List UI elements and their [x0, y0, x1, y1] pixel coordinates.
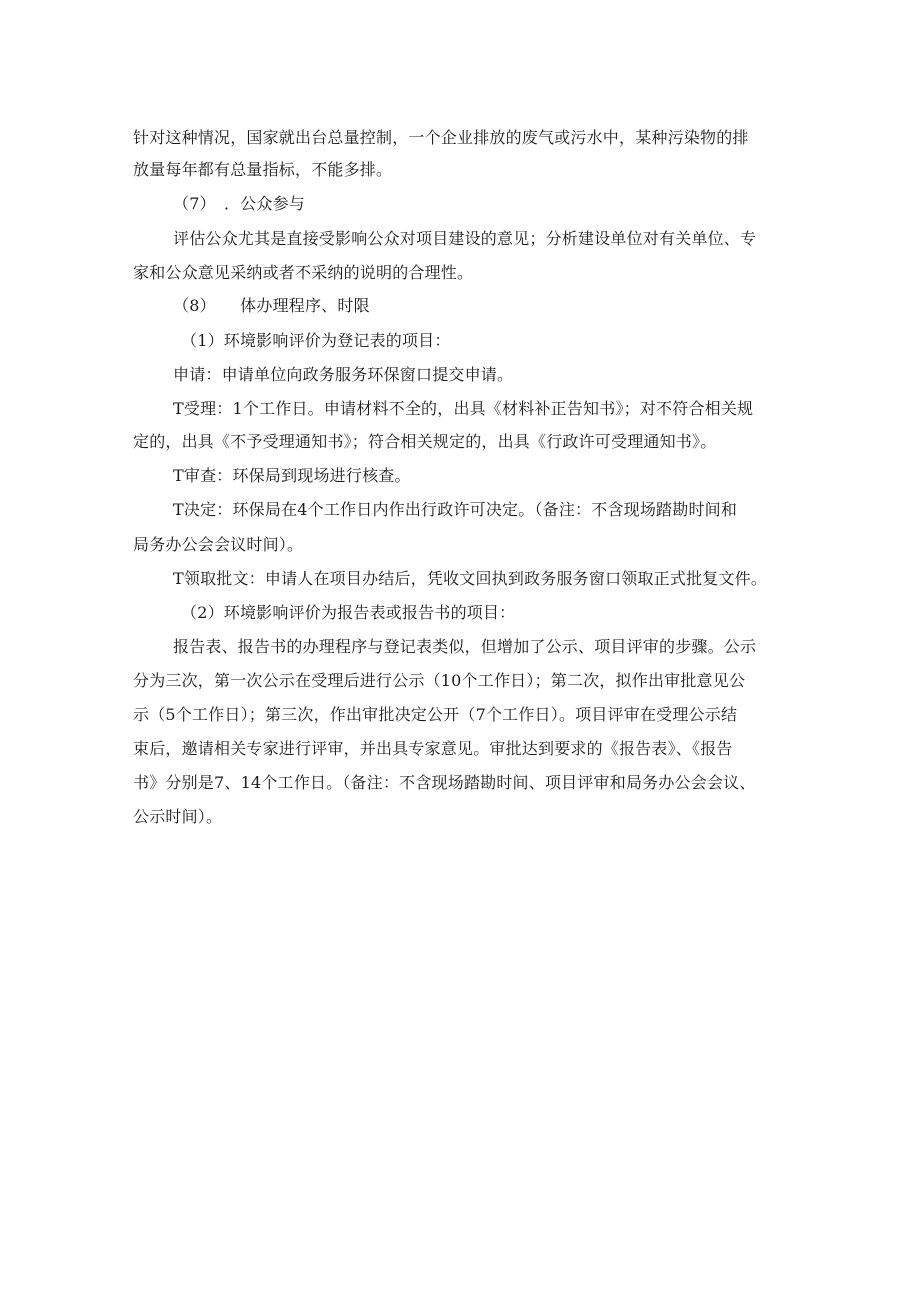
paragraph-line: 申请：申请单位向政务服务环保窗口提交申请。: [173, 365, 514, 384]
paragraph-line: 公示时间）。: [133, 807, 223, 826]
subsection-heading-2: （2）环境影响评价为报告表或报告书的项目：: [181, 603, 516, 622]
subsection-heading-1: （1）环境影响评价为登记表的项目：: [181, 331, 451, 350]
paragraph-line: 家和公众意见采纳或者不采纳的说明的合理性。: [133, 263, 474, 282]
paragraph-line: 定的，出具《不予受理通知书》；符合相关规定的，出具《行政许可受理通知书》。: [133, 432, 717, 451]
paragraph-line: T领取批文：申请人在项目办结后，凭收文回执到政务服务窗口领取正式批复文件。: [173, 569, 768, 588]
section-heading-8: （8） 体办理程序、时限: [173, 296, 370, 315]
paragraph-line: 书》分别是7、14个工作日。（备注：不含现场踏勘时间、项目评审和局务办公会会议、: [133, 773, 756, 792]
paragraph-line: 评估公众尤其是直接受影响公众对项目建设的意见；分析建设单位对有关单位、专: [173, 229, 757, 248]
paragraph-line: T决定：环保局在4个工作日内作出行政许可决定。（备注：不含现场踏勘时间和: [173, 500, 738, 519]
paragraph-line: T受理：1个工作日。申请材料不全的，出具《材料补正告知书》；对不符合相关规: [173, 399, 754, 418]
section-heading-7: （7） ．公众参与: [173, 194, 305, 213]
paragraph-line: 分为三次，第一次公示在受理后进行公示（10个工作日）；第二次，拟作出审批意见公: [133, 671, 746, 690]
paragraph-line: 局务办公会会议时间）。: [133, 535, 304, 554]
paragraph-line: 报告表、报告书的办理程序与登记表类似，但增加了公示、项目评审的步骤。公示: [173, 637, 757, 656]
paragraph-line: 示（5个工作日）；第三次，作出审批决定公开（7个工作日）。项目评审在受理公示结: [133, 705, 738, 724]
paragraph-line: 针对这种情况，国家就出台总量控制，一个企业排放的废气或污水中，某种污染物的排: [133, 128, 749, 147]
paragraph-line: 放量每年都有总量指标，不能多排。: [133, 160, 393, 179]
paragraph-line: T审查：环保局到现场进行核查。: [173, 466, 411, 485]
paragraph-line: 束后，邀请相关专家进行评审，并出具专家意见。审批达到要求的《报告表》、《报告: [133, 739, 733, 758]
